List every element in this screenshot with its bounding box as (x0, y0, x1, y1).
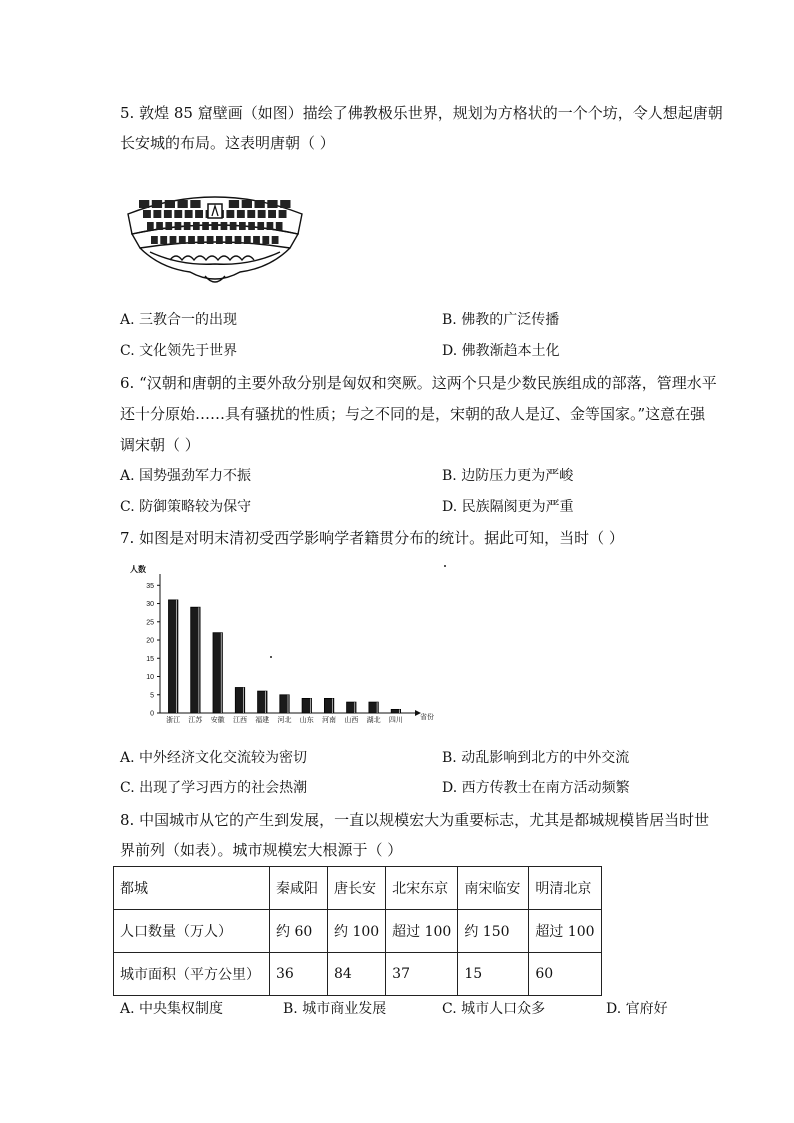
table-header-cell: 秦咸阳 (270, 867, 328, 910)
table-cell: 84 (328, 953, 386, 996)
mural-cell (165, 222, 172, 230)
x-axis-label: 省份 (420, 714, 434, 721)
mural-cell (229, 200, 239, 208)
table-cell: 36 (270, 953, 328, 996)
table-row (114, 910, 602, 953)
y-tick-label: 0 (150, 710, 154, 718)
mural-cell (188, 236, 195, 244)
mural-cell (230, 222, 237, 230)
mural-cell (178, 200, 188, 208)
y-tick-label: 35 (146, 582, 154, 590)
dunhuang-mural-illustration (120, 176, 310, 291)
x-tick-label: 河北 (277, 717, 292, 724)
table-cell: 15 (458, 953, 529, 996)
table-cell: 约 60 (270, 910, 328, 953)
q7-option-d[interactable]: D. 西方传教士在南方活动频繁 (442, 780, 630, 796)
scholar-distribution-bar-chart (120, 560, 450, 735)
table-header-cell: 都城 (114, 867, 270, 910)
table-cell: 人口数量（万人） (114, 910, 270, 953)
mural-cell (247, 210, 255, 218)
mural-cell (184, 222, 191, 230)
mural-cell (164, 210, 172, 218)
mural-cell (147, 222, 154, 230)
q8-option-b[interactable]: B. 城市商业发展 (283, 1001, 387, 1017)
y-axis-label: 人数 (130, 565, 146, 574)
mural-cell (211, 222, 218, 230)
mural-cell (225, 236, 232, 244)
q6-stem-line3: 调宋朝（ ） (120, 436, 200, 454)
mural-cell (202, 222, 209, 230)
x-tick-label: 江苏 (188, 717, 203, 724)
mural-cell (253, 236, 260, 244)
q8-option-d[interactable]: D. 官府好 (606, 1001, 668, 1017)
x-tick-label: 山东 (299, 717, 314, 724)
mural-cell (276, 222, 283, 230)
q6-stem-line2: 还十分原始……具有骚扰的性质；与之不同的是，宋朝的敌人是辽、金等国家。”这意在强 (120, 405, 706, 423)
q7-option-b[interactable]: B. 动乱影响到北方的中外交流 (442, 750, 630, 766)
mural-cell (244, 236, 251, 244)
q8-stem-line2: 界前列（如表）。城市规模宏大根源于（ ） (120, 841, 403, 859)
mural-cell (179, 236, 186, 244)
mural-cell (165, 200, 175, 208)
table-cell: 37 (386, 953, 458, 996)
mural-cell (151, 236, 158, 244)
mural-cell (272, 236, 279, 244)
q8-option-c[interactable]: C. 城市人口众多 (442, 1001, 546, 1017)
y-tick-label: 30 (146, 601, 154, 609)
mural-cell (257, 222, 264, 230)
mural-cell (160, 236, 167, 244)
mural-cell (242, 200, 252, 208)
mural-cell (139, 200, 149, 208)
mural-cell (237, 210, 245, 218)
x-tick-label: 江西 (233, 717, 247, 724)
mural-cell (267, 222, 274, 230)
table-header-row (114, 867, 602, 910)
q6-stem-line1: 6. “汉朝和唐朝的主要外敌分别是匈奴和突厥。这两个只是少数民族组成的部落，管理水平 (120, 374, 717, 392)
q5-option-d[interactable]: D. 佛教渐趋本土化 (442, 343, 560, 359)
mural-cell (268, 210, 276, 218)
q5-stem-line1: 5. 敦煌 85 窟壁画（如图）描绘了佛教极乐世界，规划为方格状的一个个坊，令人想起唐朝 (120, 104, 723, 122)
capital-city-table (113, 866, 602, 996)
mural-cell (221, 222, 228, 230)
q6-option-b[interactable]: B. 边防压力更为严峻 (442, 468, 574, 484)
table-cell: 超过 100 (529, 910, 601, 953)
y-tick-label: 5 (150, 692, 154, 700)
q6-option-d[interactable]: D. 民族隔阂更为严重 (442, 499, 574, 515)
table-cell: 60 (529, 953, 601, 996)
mural-cell (239, 222, 246, 230)
q6-option-a[interactable]: A. 国势强劲军力不振 (120, 468, 252, 484)
mural-cell (207, 236, 214, 244)
x-tick-label: 四川 (388, 717, 403, 724)
q5-option-a[interactable]: A. 三教合一的出现 (120, 312, 238, 328)
y-tick-label: 10 (146, 674, 154, 682)
q8-option-a[interactable]: A. 中央集权制度 (120, 1001, 224, 1017)
table-header-cell: 北宋东京 (386, 867, 458, 910)
q8-stem-line1: 8. 中国城市从它的产生到发展，一直以规模宏大为重要标志，尤其是都城规模皆居当时世 (120, 811, 710, 829)
table-cell: 约 150 (458, 910, 529, 953)
y-tick-label: 25 (146, 619, 154, 627)
x-tick-label: 河南 (322, 717, 336, 724)
mural-cell (235, 236, 242, 244)
mural-cell (248, 222, 255, 230)
mural-cell (156, 222, 163, 230)
mural-cell (258, 210, 266, 218)
q5-option-c[interactable]: C. 文化领先于世界 (120, 343, 238, 359)
mural-cell (262, 236, 269, 244)
mural-cell (195, 210, 203, 218)
mural-cell (197, 236, 204, 244)
q5-stem-line2: 长安城的布局。这表明唐朝（ ） (120, 134, 335, 152)
x-tick-label: 浙江 (166, 717, 181, 724)
mural-cell (279, 210, 287, 218)
mural-cell (193, 222, 200, 230)
q6-option-c[interactable]: C. 防御策略较为保守 (120, 499, 252, 515)
table-header-cell: 南宋临安 (458, 867, 529, 910)
mural-cell (267, 200, 277, 208)
mural-cell (174, 210, 182, 218)
table-header-cell: 明清北京 (529, 867, 601, 910)
mural-cell (153, 210, 161, 218)
table-cell: 城市面积（平方公里） (114, 953, 270, 996)
mural-cell (190, 200, 200, 208)
q7-option-a[interactable]: A. 中外经济文化交流较为密切 (120, 750, 308, 766)
mural-cell (226, 210, 234, 218)
mural-cell (152, 200, 162, 208)
mural-cell (255, 200, 265, 208)
y-tick-label: 15 (146, 655, 154, 663)
mural-cell (143, 210, 151, 218)
table-cell: 超过 100 (386, 910, 458, 953)
q7-stem-line1: 7. 如图是对明末清初受西学影响学者籍贯分布的统计。据此可知，当时（ ） (120, 529, 624, 547)
table-cell: 约 100 (328, 910, 386, 953)
x-tick-label: 湖北 (366, 717, 381, 724)
y-tick-label: 20 (146, 637, 154, 645)
x-tick-label: 福建 (255, 717, 270, 724)
mural-cell (175, 222, 182, 230)
table-header-cell: 唐长安 (328, 867, 386, 910)
x-tick-label: 山西 (344, 717, 359, 724)
mural-cell (216, 236, 223, 244)
mural-cell (280, 200, 290, 208)
mural-cell (185, 210, 193, 218)
mural-cell (170, 236, 177, 244)
table-row (114, 953, 602, 996)
q5-option-b[interactable]: B. 佛教的广泛传播 (442, 312, 560, 328)
x-tick-label: 安徽 (210, 717, 225, 724)
q7-option-c[interactable]: C. 出现了学习西方的社会热潮 (120, 780, 308, 796)
